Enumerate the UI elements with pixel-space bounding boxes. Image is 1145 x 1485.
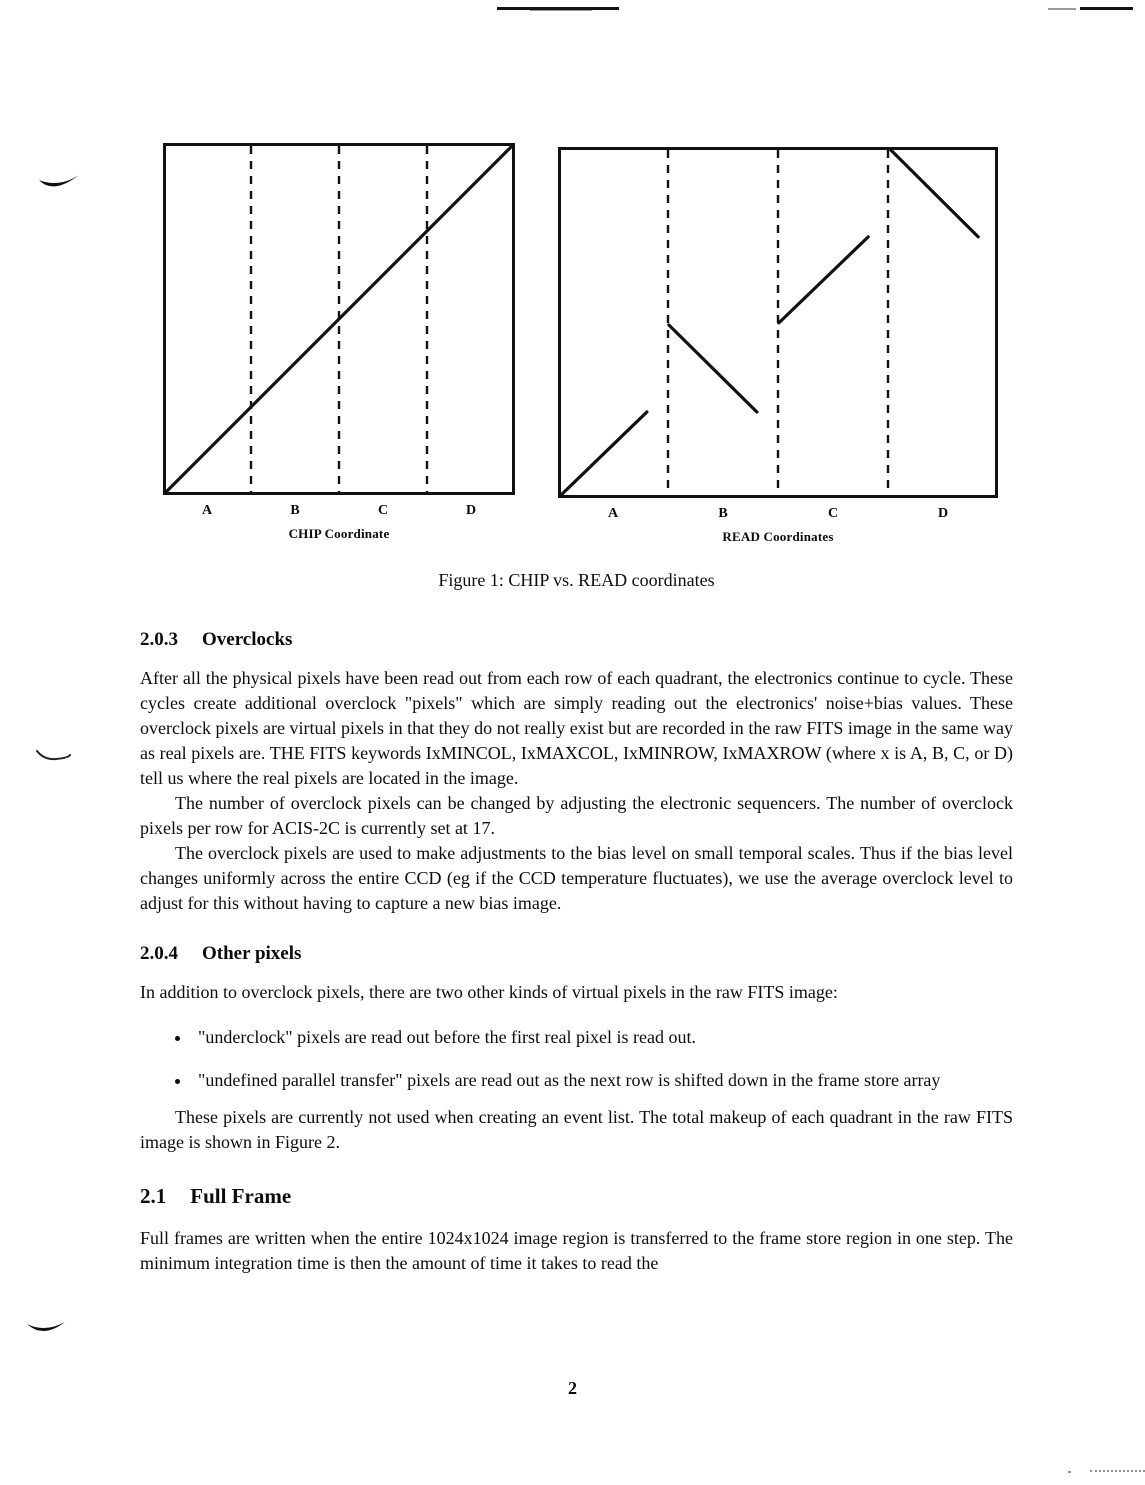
quadrant-label-c: C <box>377 503 389 518</box>
section-title: Overclocks <box>202 629 293 650</box>
quadrant-labels <box>163 503 515 519</box>
quadrant-label-d: D <box>937 506 949 521</box>
list-item: • "undefined parallel transfer" pixels are read out as the next row is shifted down in the frame store array <box>192 1068 1013 1093</box>
section-number: 2.1 <box>140 1184 167 1208</box>
section-number: 2.0.4 <box>140 943 178 964</box>
scan-artifact-top-center-tail <box>530 10 592 11</box>
section-heading-other-pixels <box>140 943 1013 965</box>
figure-caption: Figure 1: CHIP vs. READ coordinates <box>438 570 715 590</box>
quadrant-label-a: A <box>201 503 213 518</box>
pen-mark-icon <box>36 748 72 766</box>
chip-coordinates-plot <box>163 143 515 495</box>
section-heading-full-frame <box>140 1184 1013 1209</box>
quadrant-labels <box>558 506 998 522</box>
scan-artifact-bottom-right <box>1090 1470 1145 1472</box>
pen-mark-icon <box>26 1318 68 1344</box>
pen-mark-icon <box>38 172 82 200</box>
paragraph: In addition to overclock pixels, there are two other kinds of virtual pixels in the raw FITS image: <box>140 982 838 1002</box>
page-number: 2 <box>568 1378 577 1398</box>
section-number: 2.0.3 <box>140 629 178 650</box>
read-coordinates-plot <box>558 147 998 498</box>
quadrant-label-c: C <box>827 506 839 521</box>
paragraph: The overclock pixels are used to make adjustments to the bias level on small temporal scales. Thus if the bias level changes uniformly across the entire CCD (eg if the CCD temperature fluctuates), we use the average overclock level to adjust for this without having to capture a new bias image. <box>140 843 1013 913</box>
paragraph: After all the physical pixels have been read out from each row of each quadrant, the electronics continue to cycle. These cycles create additional overclock "pixels" which are simply reading out the electronics' noise+bias values. These overclock pixels are virtual pixels in that they do not really exist but are recorded in the raw FITS image in the same way as real pixels are. THE FITS keywords IxMINCOL, IxMAXCOL, IxMINROW, IxMAXROW (where x is A, B, C, or D) tell us where the real pixels are located in the image. <box>140 668 1013 788</box>
quadrant-label-b: B <box>290 503 300 518</box>
paragraph: The number of overclock pixels can be changed by adjusting the electronic sequencers. The number of overclock pixels per row for ACIS-2C is currently set at 17. <box>140 793 1013 838</box>
paragraph: Full frames are written when the entire 1024x1024 image region is transferred to the frame store region in one step. The minimum integration time is then the amount of time it takes to read the <box>140 1228 1013 1273</box>
section-heading-overclocks <box>140 629 1013 651</box>
section-title: Other pixels <box>202 943 302 964</box>
paragraph: These pixels are currently not used when creating an event list. The total makeup of each quadrant in the raw FITS image is shown in Figure 2. <box>140 1107 1013 1152</box>
panel-caption: CHIP Coordinate <box>288 526 390 541</box>
text-column <box>140 629 1013 1276</box>
virtual-pixel-list <box>140 1025 1013 1093</box>
quadrant-label-b: B <box>718 506 728 521</box>
panel-caption: READ Coordinates <box>722 529 834 544</box>
list-item: • "underclock" pixels are read out before the first real pixel is read out. <box>192 1025 1013 1050</box>
scan-artifact-top-right <box>1080 7 1133 10</box>
quadrant-label-a: A <box>607 506 619 521</box>
section-title: Full Frame <box>190 1184 292 1208</box>
scan-artifact-dot <box>1068 1471 1071 1473</box>
quadrant-label-d: D <box>465 503 477 518</box>
scan-artifact-top-right-lead <box>1048 8 1076 10</box>
figure-panel-chip-coordinates <box>163 143 515 542</box>
figure-panel-read-coordinates <box>558 147 998 545</box>
